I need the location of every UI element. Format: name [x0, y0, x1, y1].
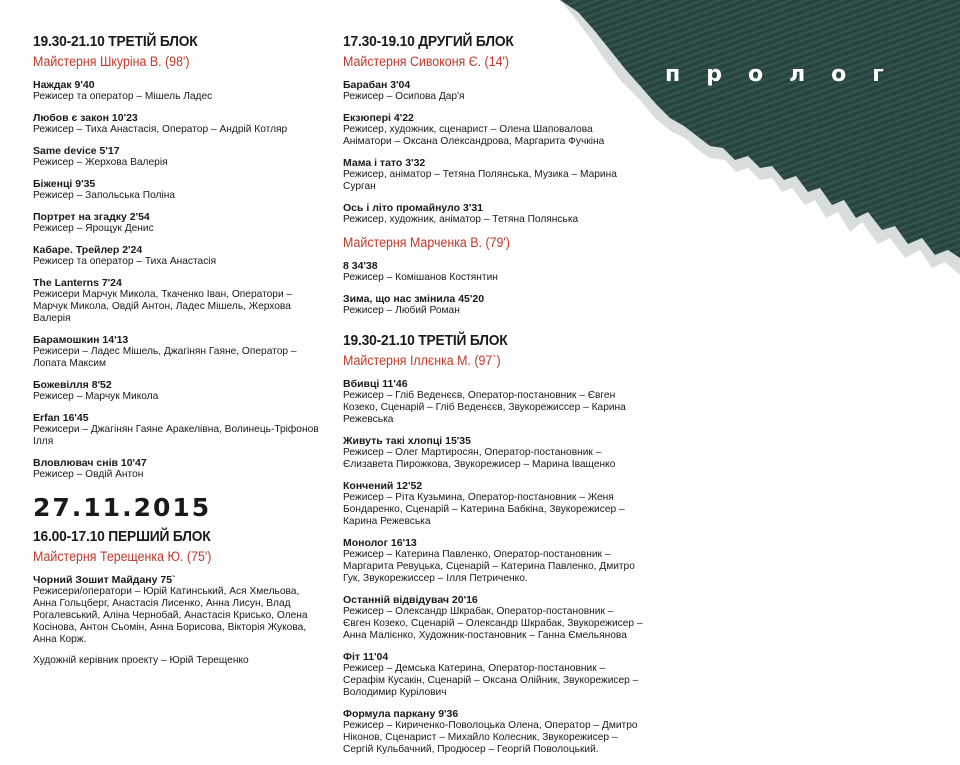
film-title: Фіт 11'04	[343, 651, 389, 663]
film-entry	[33, 112, 323, 136]
film-credits: Режисер – Олександр Шкрабак, Оператор-постановник – Євген Козеко, Сценарій – Олександр Шкрабак, Звукорежисер – Анна Малієнко, Художник-постановник – Ганна Ємельянова	[343, 606, 643, 641]
left-column	[33, 33, 323, 666]
film-title: 8 34'38	[343, 260, 378, 272]
film-entry	[33, 379, 323, 403]
film-credits: Режисер – Ярощук Денис	[33, 223, 154, 234]
film-credits: Режисер – Демська Катерина, Оператор-постановник – Серафім Кусакін, Сценарій – Оксана Олійник, Звукорежисер – Володимир Курілович	[343, 663, 639, 698]
film-title: Вбивці 11'46	[343, 378, 408, 390]
film-credits: Режисер – Катерина Павленко, Оператор-постановник – Маргарита Ревуцька, Сценарій – Катерина Павленко, Дмитро Гук, Звукорежиссер – Ілля Петриченко.	[343, 549, 635, 584]
film-entry	[343, 480, 643, 528]
film-title: Барабан 3'04	[343, 79, 411, 91]
film-credits: Режисер – Тиха Анастасія, Оператор – Андрій Котляр	[33, 124, 288, 135]
film-credits: Режисер – Кириченко-Поволоцька Олена, Оператор – Дмитро Ніконов, Сценарист – Михайло Колесник, Звукорежисер – Сергій Кульбачний, Продюсер – Георгій Поволоцький.	[343, 720, 638, 755]
film-title: Зима, що нас змінила 45'20	[343, 293, 485, 305]
film-credits: Режисер, аніматор – Тетяна Полянська, Музика – Марина Сурган	[343, 169, 617, 192]
film-entry	[343, 260, 643, 284]
film-title: Наждак 9'40	[33, 79, 95, 91]
film-entry	[33, 145, 323, 169]
film-title: Барамошкин 14'13	[33, 334, 129, 346]
film-title: Останній відвідувач 20'16	[343, 594, 478, 606]
film-credits: Режисер – Любий Роман	[343, 305, 460, 316]
film-title: The Lanterns 7'24	[33, 277, 122, 289]
block-title: 16.00-17.10 ПЕРШИЙ БЛОК	[33, 528, 211, 545]
film-title: Мама і тато 3'32	[343, 157, 426, 169]
film-title: Монолог 16'13	[343, 537, 417, 549]
film-credits: Режисер, художник, аніматор – Тетяна Полянська	[343, 214, 579, 225]
workshop-title: Майстерня Іллєнка М. (97`)	[343, 353, 501, 368]
film-entry	[33, 277, 323, 325]
film-entry	[343, 79, 643, 103]
film-entry	[33, 211, 323, 235]
film-credits: Режисер – Осипова Дар'я	[343, 91, 465, 102]
film-credits: Режисер – Ріта Кузьмина, Оператор-постановник – Женя Бондаренко, Сценарій – Катерина Бабкіна, Звукорежисер – Карина Режевська	[343, 492, 625, 527]
film-entry	[343, 594, 643, 642]
film-title: Біженці 9'35	[33, 178, 96, 190]
film-entry	[343, 293, 643, 317]
film-entry	[33, 574, 323, 646]
film-credits: Режисери/оператори – Юрій Катинський, Ася Хмельова, Анна Гольцберг, Анастасія Лисенко, Анна Лисун, Влад Рогалевський, Аліна Чернобай, Анастасія Крисько, Олена Косінова, Антон Сьомін, Анна Борисова, Вікторія Жукова, Анна Корж.	[33, 586, 308, 645]
workshop-title: Майстерня Марченка В. (79')	[343, 235, 510, 250]
film-title: Вловлювач снів 10'47	[33, 457, 147, 469]
film-title: Ось і літо промайнуло 3'31	[343, 202, 484, 214]
film-entry	[343, 378, 643, 426]
film-title: Кончений 12'52	[343, 480, 423, 492]
block-title: 19.30-21.10 ТРЕТІЙ БЛОК	[33, 33, 198, 50]
block-title: 19.30-21.10 ТРЕТІЙ БЛОК	[343, 332, 508, 349]
film-entry	[343, 112, 643, 148]
block-title: 17.30-19.10 ДРУГИЙ БЛОК	[343, 33, 514, 50]
film-credits: Режисери – Ладес Мішель, Джагінян Гаяне, Оператор – Лопата Максим	[33, 346, 297, 369]
film-title: Кабаре. Трейлер 2'24	[33, 244, 143, 256]
film-credits: Режисер – Комішанов Костянтин	[343, 272, 498, 283]
film-entry	[33, 244, 323, 268]
film-title: Екзюпері 4'22	[343, 112, 414, 124]
film-credits: Режисер – Жерхова Валерія	[33, 157, 168, 168]
workshop-title: Майстерня Сивоконя Є. (14')	[343, 54, 510, 69]
film-title: Чорний Зошит Майдану 75`	[33, 574, 176, 586]
film-credits: Режисер та оператор – Мішель Ладес	[33, 91, 213, 102]
workshop-title: Майстерня Шкуріна В. (98')	[33, 54, 190, 69]
film-entry	[33, 412, 323, 448]
film-credits: Режисер – Овдій Антон	[33, 469, 144, 480]
film-credits: Режисер – Запольська Поліна	[33, 190, 176, 201]
film-credits: Режисер – Марчук Микола	[33, 391, 159, 402]
film-title: Same device 5'17	[33, 145, 120, 157]
film-credits: Режисер – Олег Мартиросян, Оператор-постановник – Єлизавета Пирожкова, Звукорежисер – Марина Іващенко	[343, 447, 616, 470]
film-title: Божевілля 8'52	[33, 379, 112, 391]
film-entry	[343, 435, 643, 471]
film-title: Портрет на згадку 2'54	[33, 211, 150, 223]
film-credits: Режисер та оператор – Тиха Анастасія	[33, 256, 217, 267]
film-entry	[343, 708, 643, 756]
logo-text: пролог	[665, 62, 910, 87]
workshop-title: Майстерня Терещенка Ю. (75')	[33, 549, 212, 564]
film-title: Erfan 16'45	[33, 412, 89, 424]
film-entry	[33, 79, 323, 103]
project-lead-note: Художній керівник проекту – Юрій Терещенко	[33, 655, 249, 666]
film-credits: Режисер, художник, сценарист – Олена Шаповалова Аніматори – Оксана Олександрова, Маргарита Фучкіна	[343, 124, 605, 147]
film-title: Формула паркану 9'36	[343, 708, 459, 720]
film-entry	[343, 537, 643, 585]
film-entry	[33, 178, 323, 202]
film-credits: Режисери – Джагінян Гаяне Аракелівна, Волинець-Тріфонов Ілля	[33, 424, 319, 447]
film-entry	[33, 334, 323, 370]
film-credits: Режисер – Гліб Веденєєв, Оператор-постановник – Євген Козеко, Сценарій – Гліб Веденєєв, Звукорежиссер – Карина Режевська	[343, 390, 626, 425]
right-column	[343, 33, 643, 765]
film-title: Живуть такі хлопці 15'35	[343, 435, 471, 447]
film-credits: Режисери Марчук Микола, Ткаченко Іван, Оператори – Марчук Микола, Овдій Антон, Ладес Мішель, Жерхова Валерія	[33, 289, 293, 324]
date-heading: 27.11.2015	[33, 493, 212, 522]
film-entry	[343, 202, 643, 226]
film-title: Любов є закон 10'23	[33, 112, 138, 124]
film-entry	[343, 157, 643, 193]
film-entry	[343, 651, 643, 699]
film-entry	[33, 457, 323, 481]
